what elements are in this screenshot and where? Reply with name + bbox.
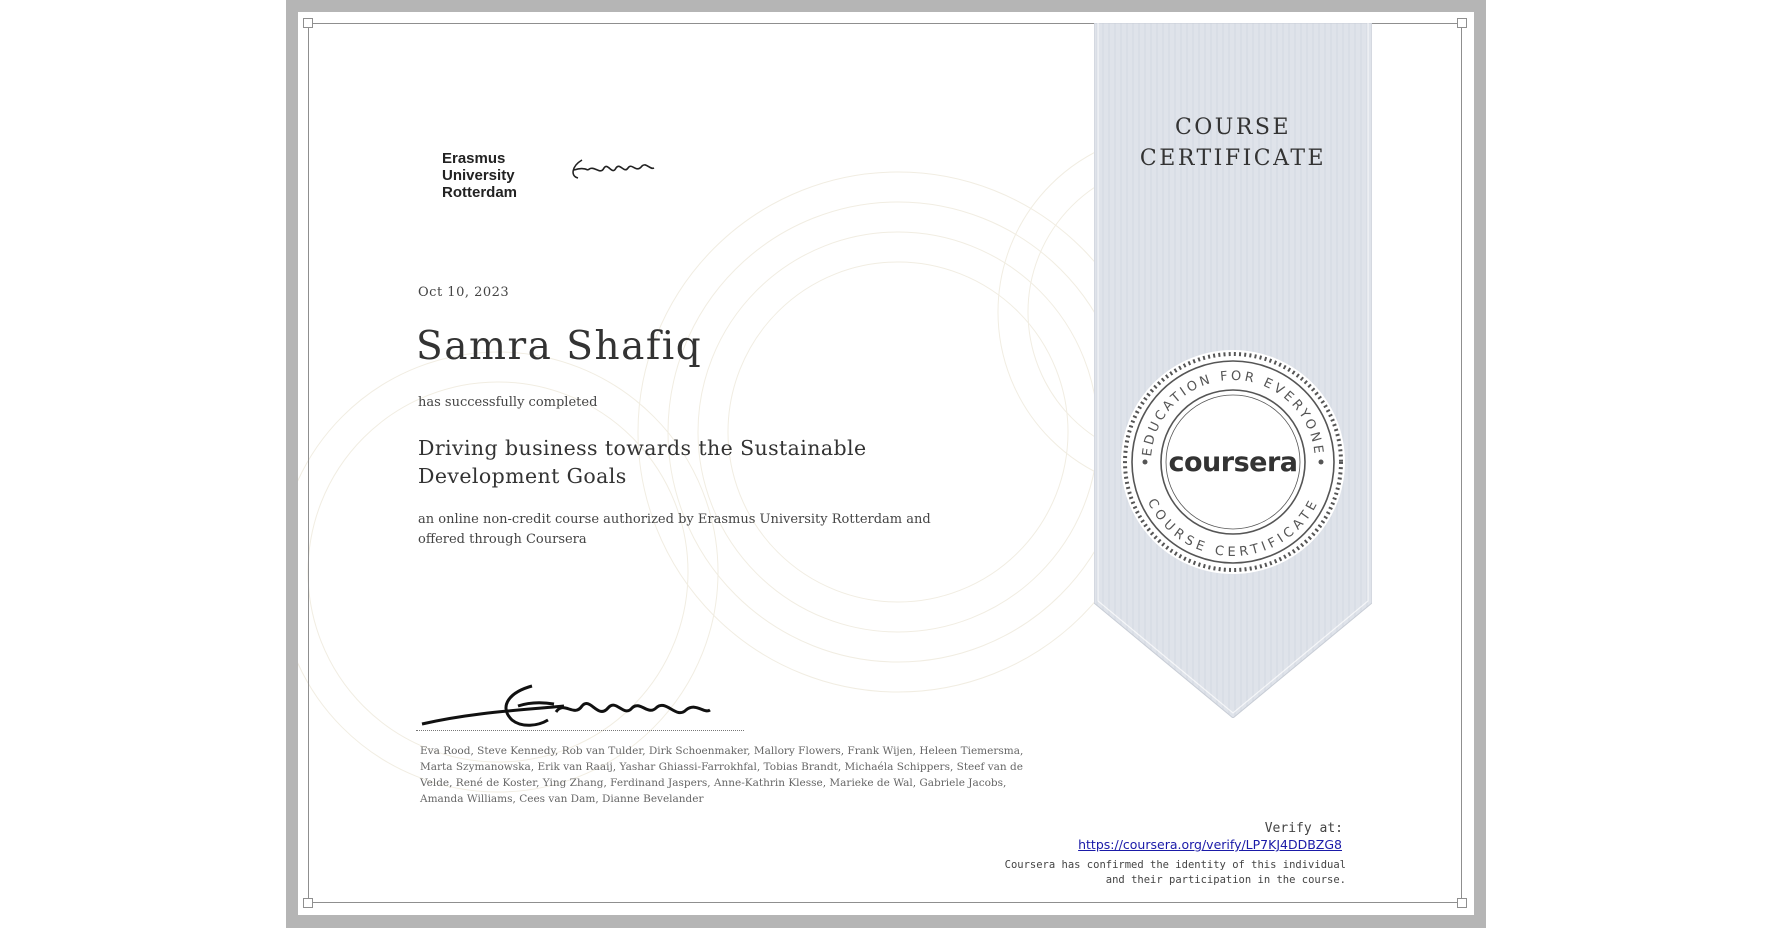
course-title: Driving business towards the Sustainable Development Goals [418,436,867,488]
seal-top-text: EDUCATION FOR EVERYONE [1140,368,1326,458]
logo-line: Erasmus [442,150,506,167]
recipient-name: Samra Shafiq [416,324,703,369]
certificate-frame [286,0,1486,928]
issue-date: Oct 10, 2023 [418,285,510,300]
seal-bottom-text: COURSE CERTIFICATE [1144,496,1322,560]
corner-ornament [1457,18,1467,28]
university-signature-logo [568,150,658,188]
ribbon-title-line: CERTIFICATE [1139,146,1327,171]
logo-line: Rotterdam [442,184,518,201]
verify-label: Verify at: [1264,821,1343,836]
course-description: an online non-credit course authorized by Erasmus University Rotterdam and offered through Coursera [418,512,931,547]
verify-link[interactable]: https://coursera.org/verify/LP7KJ4DDBZG8 [1078,837,1342,852]
instructor-signature [414,662,734,732]
verify-note: Coursera has confirmed the identity of this individual and their participation in the course. [1004,859,1346,886]
corner-ornament [303,18,313,28]
certificate-paper [298,12,1474,915]
coursera-seal [1118,347,1348,577]
university-logo [442,150,517,201]
ribbon-title [1094,112,1372,174]
corner-ornament [1457,898,1467,908]
instructor-names: Eva Rood, Steve Kennedy, Rob van Tulder, Dirk Schoenmaker, Mallory Flowers, Frank Wijen, Heleen Tiemersma, Marta Szymanowska, Erik van Raaij, Yashar Ghiassi-Farrokhfal, Tobias Brandt, Michaéla Schippers, Steef van de Velde, René de Koster, Ying Zhang, Ferdinand Jaspers, Anne-Kathrin Klesse, Marieke de Wal, Gabriele Jacobs, Amanda Williams, Cees van Dam, Dianne Bevelander [420,745,1024,805]
coursera-logo: coursera [1168,447,1298,478]
corner-ornament [303,898,313,908]
ribbon-title-line: COURSE [1174,115,1292,140]
completed-text: has successfully completed [418,395,598,410]
signature-line [416,730,744,731]
logo-line: University [442,167,515,184]
